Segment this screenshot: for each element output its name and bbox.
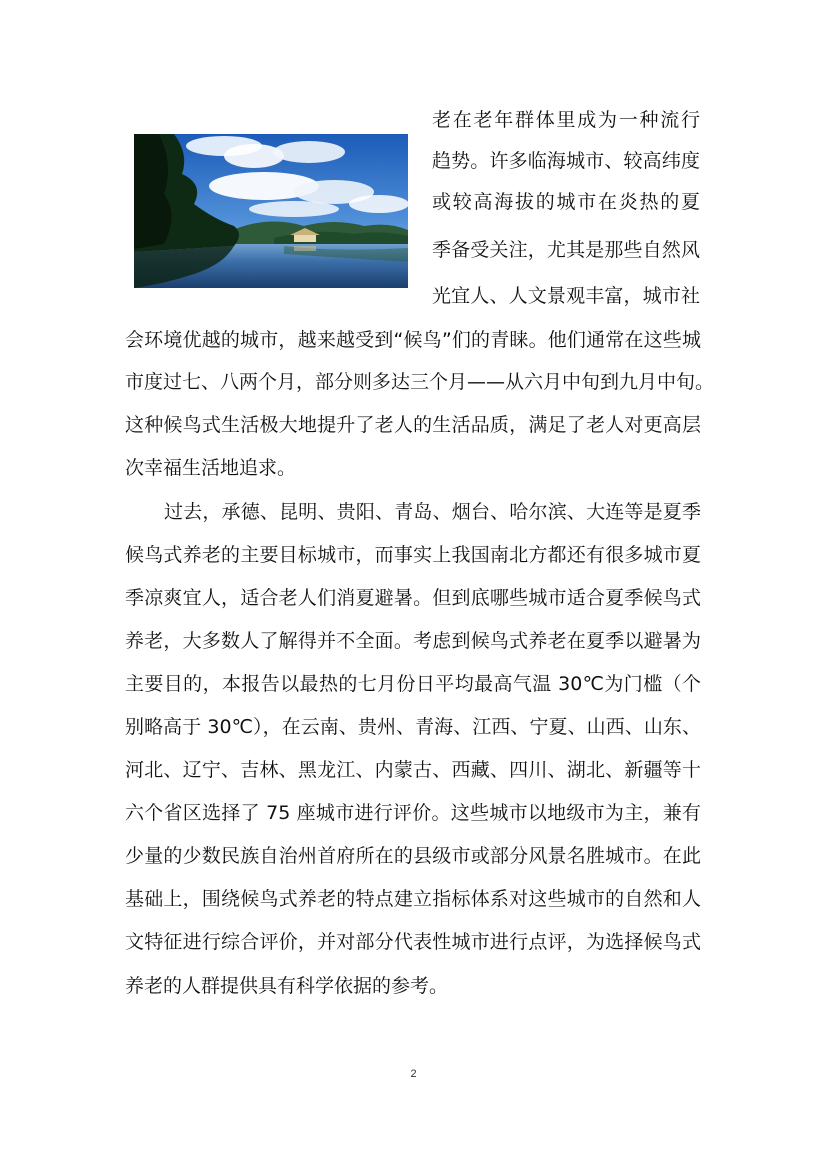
page-number: 2 [410,1068,417,1080]
paragraph2-line: 养老的人群提供具有科学依据的参考。 [125,975,449,997]
paragraph2-line: 季凉爽宜人，适合老人们消夏避暑。但到底哪些城市适合夏季候鸟式 [125,587,701,609]
paragraph1-line: 或较高海拔的城市在炎热的夏 [432,191,700,213]
lake-landscape-photo [134,134,408,288]
paragraph1-line: 市度过七、八两个月，部分则多达三个月——从六月中旬到九月中旬。 [125,371,715,393]
paragraph1-line: 会环境优越的城市，越来越受到“候鸟”们的青睐。他们通常在这些城 [125,329,701,351]
paragraph1-line: 这种候鸟式生活极大地提升了老人的生活品质，满足了老人对更高层 [125,414,701,436]
paragraph1-line: 光宜人、人文景观丰富，城市社 [432,285,700,307]
paragraph2-line: 候鸟式养老的主要目标城市，而事实上我国南北方都还有很多城市夏 [125,544,701,566]
paragraph1-line: 季备受关注，尤其是那些自然风 [432,239,700,261]
paragraph2-line: 少量的少数民族自治州首府所在的县级市或部分风景名胜城市。在此 [125,845,701,867]
paragraph1-line: 老在老年群体里成为一种流行 [432,109,700,131]
paragraph2-line: 主要目的，本报告以最热的七月份日平均最高气温 30℃为门槛（个 [125,673,701,695]
paragraph1-line: 趋势。许多临海城市、较高纬度 [432,150,700,172]
paragraph2-line: 过去，承德、昆明、贵阳、青岛、烟台、哈尔滨、大连等是夏季 [164,501,701,523]
paragraph2-line: 别略高于 30℃），在云南、贵州、青海、江西、宁夏、山西、山东、 [125,716,701,738]
paragraph2-line: 文特征进行综合评价，并对部分代表性城市进行点评，为选择候鸟式 [125,931,701,953]
paragraph2-line: 养老，大多数人了解得并不全面。考虑到候鸟式养老在夏季以避暑为 [125,630,701,652]
paragraph2-line: 六个省区选择了 75 座城市进行评价。这些城市以地级市为主，兼有 [125,802,701,824]
paragraph2-line: 河北、辽宁、吉林、黑龙江、内蒙古、西藏、四川、湖北、新疆等十 [125,759,701,781]
paragraph1-line: 次幸福生活地追求。 [125,457,297,479]
paragraph2-line: 基础上，围绕候鸟式养老的特点建立指标体系对这些城市的自然和人 [125,888,701,910]
